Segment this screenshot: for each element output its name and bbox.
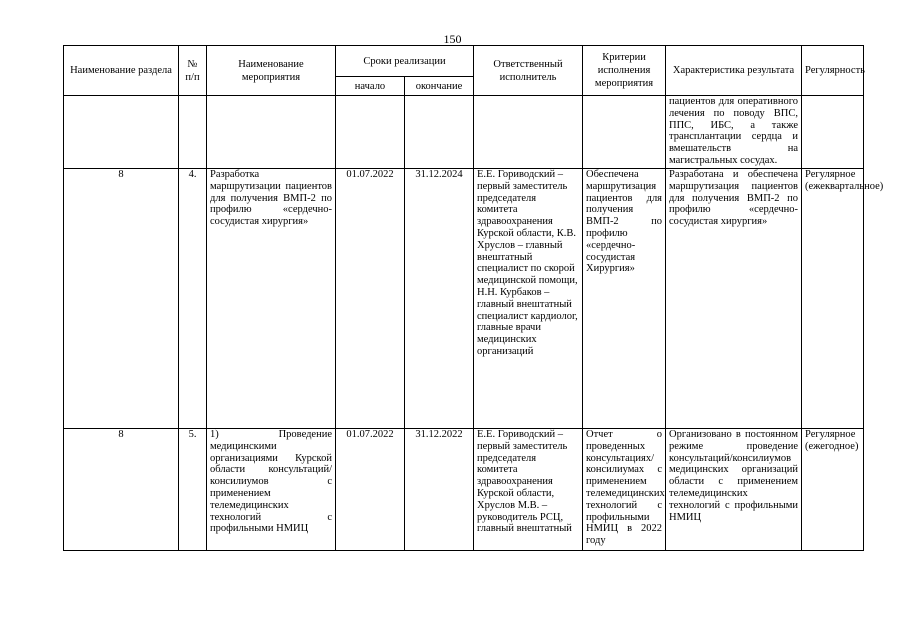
header-criteria: Критерии исполнения мероприятия bbox=[583, 46, 666, 96]
cell-number: 5. bbox=[179, 429, 207, 551]
cell-result: Организовано в постоянном режиме проведение консультаций/консилиумов медицинских организаций области с применением телемедицинских технологий с профильными НМИЦ bbox=[666, 429, 802, 551]
cell-end: 31.12.2024 bbox=[405, 169, 474, 429]
cell-section bbox=[64, 96, 179, 169]
cell-executor bbox=[474, 96, 583, 169]
cell-start bbox=[336, 96, 405, 169]
cell-section: 8 bbox=[64, 169, 179, 429]
cell-executor: Е.Е. Гориводский – первый заместитель председателя комитета здравоохранения Курской области, Хруслов М.В. – руководитель РСЦ, главный внештатный bbox=[474, 429, 583, 551]
cell-event bbox=[207, 96, 336, 169]
table-row bbox=[64, 96, 864, 169]
header-number: № п/п bbox=[179, 46, 207, 96]
cell-result: Разработана и обеспечена маршрутизация пациентов для получения ВМП-2 по профилю «сердечно-сосудистая хирургия» bbox=[666, 169, 802, 429]
cell-criteria bbox=[583, 96, 666, 169]
cell-criteria: Обеспечена маршрутизация пациентов для получения ВМП-2 по профилю «сердечно-сосудистая Хирургия» bbox=[583, 169, 666, 429]
header-result: Характеристика результата bbox=[666, 46, 802, 96]
table-row bbox=[64, 429, 864, 551]
events-table bbox=[63, 45, 884, 551]
cell-event: Разработка маршрутизации пациентов для получения ВМП-2 по профилю «сердечно-сосудистая хирургия» bbox=[207, 169, 336, 429]
cell-executor: Е.Е. Гориводский – первый заместитель председателя комитета здравоохранения Курской области, К.В. Хруслов – главный внештатный специалист по скорой медицинской помощи, Н.Н. Курбаков – главный внештатный специалист кардиолог, главные врачи медицинских организаций bbox=[474, 169, 583, 429]
cell-start: 01.07.2022 bbox=[336, 429, 405, 551]
cell-end: 31.12.2022 bbox=[405, 429, 474, 551]
header-end: окончание bbox=[405, 77, 474, 96]
header-section: Наименование раздела bbox=[64, 46, 179, 96]
cell-criteria: Отчет о проведенных консультациях/консилиумах с применением телемедицинских технологий с профильными НМИЦ в 2022 году bbox=[583, 429, 666, 551]
cell-number bbox=[179, 96, 207, 169]
cell-event: 1) Проведение медицинскими организациями Курской области консультаций/консилиумов с применением телемедицинских технологий с профильными НМИЦ bbox=[207, 429, 336, 551]
header-row bbox=[64, 46, 864, 77]
page-number: 150 bbox=[443, 32, 462, 46]
cell-regularity: Регулярное (ежегодное) bbox=[802, 429, 864, 551]
header-period: Сроки реализации bbox=[336, 46, 474, 77]
cell-section: 8 bbox=[64, 429, 179, 551]
table-row bbox=[64, 169, 864, 429]
cell-regularity bbox=[802, 96, 864, 169]
header-executor: Ответственный исполнитель bbox=[474, 46, 583, 96]
header-event: Наименование мероприятия bbox=[207, 46, 336, 96]
cell-number: 4. bbox=[179, 169, 207, 429]
header-start: начало bbox=[336, 77, 405, 96]
header-regularity: Регулярность bbox=[802, 46, 864, 96]
cell-regularity: Регулярное (ежеквартальное) bbox=[802, 169, 864, 429]
cell-start: 01.07.2022 bbox=[336, 169, 405, 429]
cell-end bbox=[405, 96, 474, 169]
cell-result: пациентов для оперативного лечения по поводу ВПС, ППС, ИБС, а также трансплантации сердца и вмешательств на магистральных сосудах. bbox=[666, 96, 802, 169]
